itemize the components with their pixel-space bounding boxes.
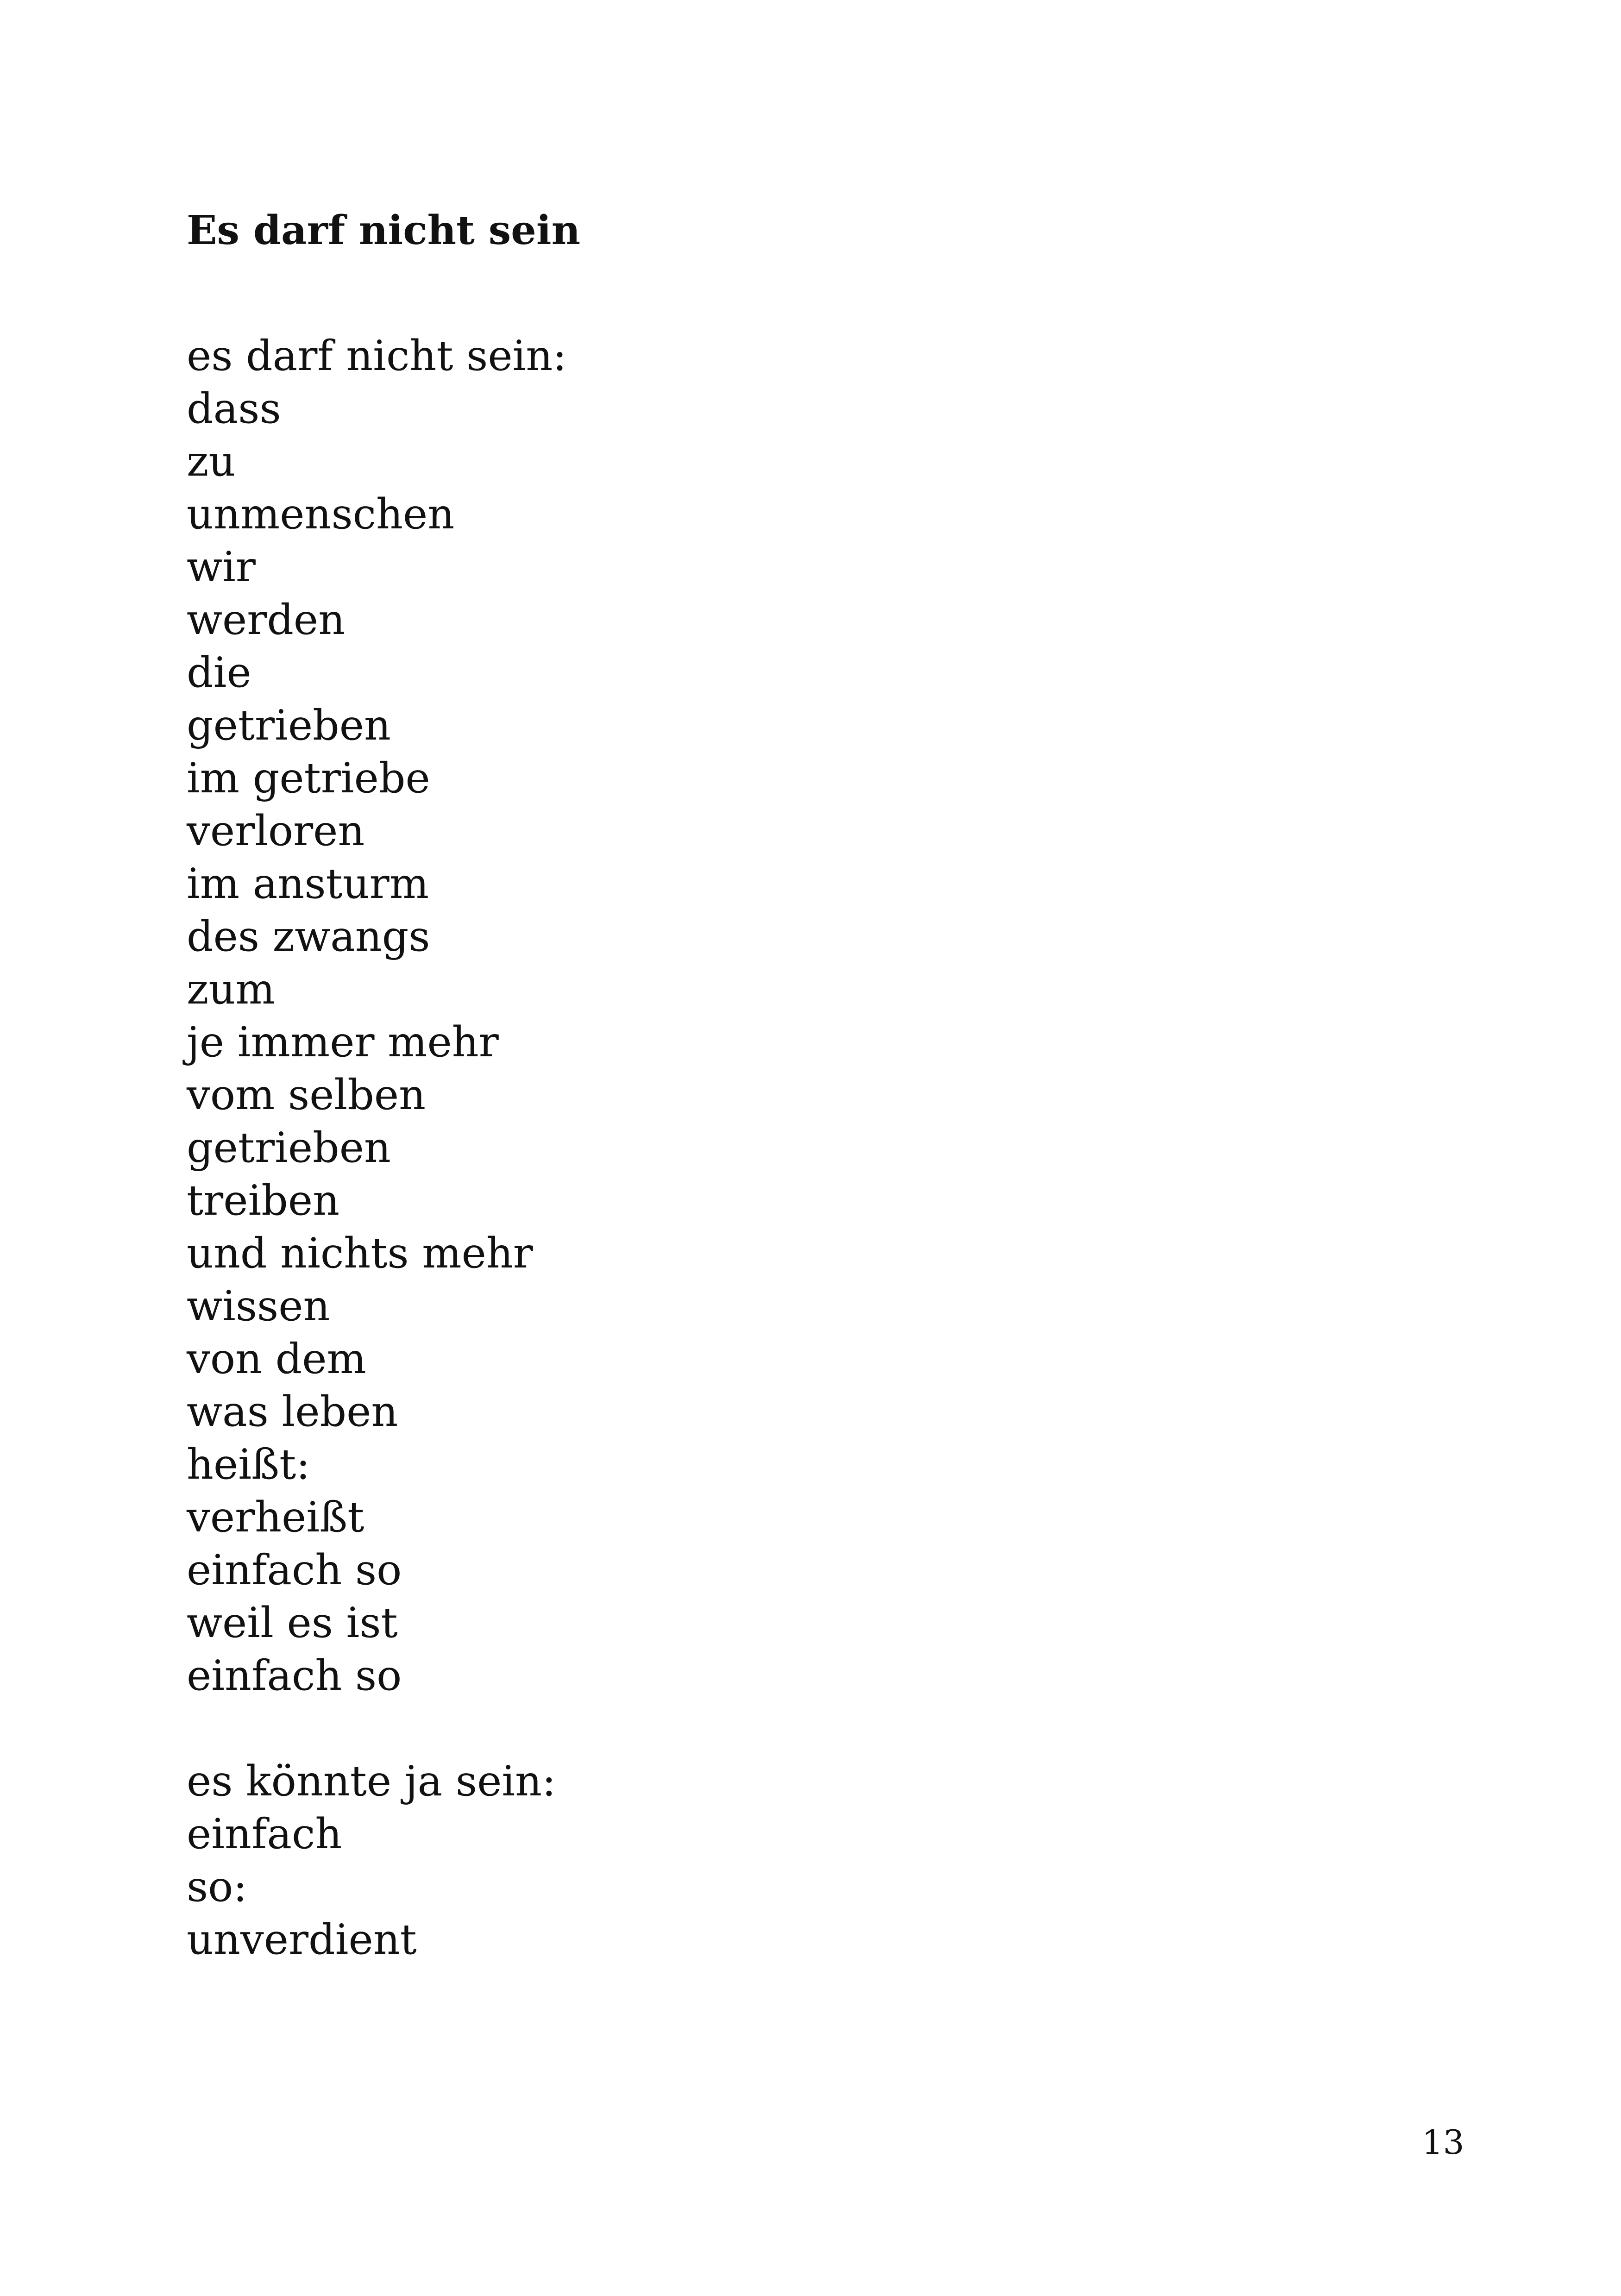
verse-line: einfach bbox=[187, 1810, 342, 1858]
verse-line: heißt: bbox=[187, 1440, 310, 1489]
verse-line: im getriebe bbox=[187, 754, 430, 803]
poem-title: Es darf nicht sein bbox=[187, 207, 581, 254]
verse-line: es könnte ja sein: bbox=[187, 1757, 556, 1806]
verse-line: einfach so bbox=[187, 1546, 402, 1594]
verse-line: von dem bbox=[187, 1335, 366, 1383]
verse-line: so: bbox=[187, 1863, 247, 1911]
verse-line: im ansturm bbox=[187, 859, 429, 908]
verse-line: werden bbox=[187, 596, 346, 644]
verse-line: treiben bbox=[187, 1176, 340, 1225]
verse-line: getrieben bbox=[187, 701, 391, 750]
verse-line: einfach so bbox=[187, 1651, 402, 1700]
verse-line: des zwangs bbox=[187, 912, 430, 961]
verse-line: verloren bbox=[187, 807, 365, 855]
verse-line: vom selben bbox=[187, 1071, 426, 1119]
verse-line: dass bbox=[187, 384, 281, 433]
verse-line: die bbox=[187, 648, 251, 697]
page-number: 13 bbox=[1422, 2123, 1464, 2162]
verse-line: es darf nicht sein: bbox=[187, 332, 567, 380]
verse-line: wir bbox=[187, 543, 256, 591]
verse-line: was leben bbox=[187, 1387, 398, 1436]
verse-line: weil es ist bbox=[187, 1599, 398, 1647]
verse-line: verheißt bbox=[187, 1493, 364, 1542]
verse-line: zu bbox=[187, 437, 236, 486]
verse-line: unmenschen bbox=[187, 490, 455, 539]
verse-line: unverdient bbox=[187, 1915, 417, 1964]
verse-line: zum bbox=[187, 965, 275, 1014]
poem-body bbox=[187, 330, 1391, 2019]
verse-line: und nichts mehr bbox=[187, 1229, 533, 1278]
verse-line: wissen bbox=[187, 1282, 330, 1330]
verse-line: je immer mehr bbox=[187, 1018, 499, 1066]
stanza-2 bbox=[187, 1755, 1391, 1966]
stanza-1 bbox=[187, 330, 1391, 1702]
verse-line: getrieben bbox=[187, 1123, 391, 1172]
